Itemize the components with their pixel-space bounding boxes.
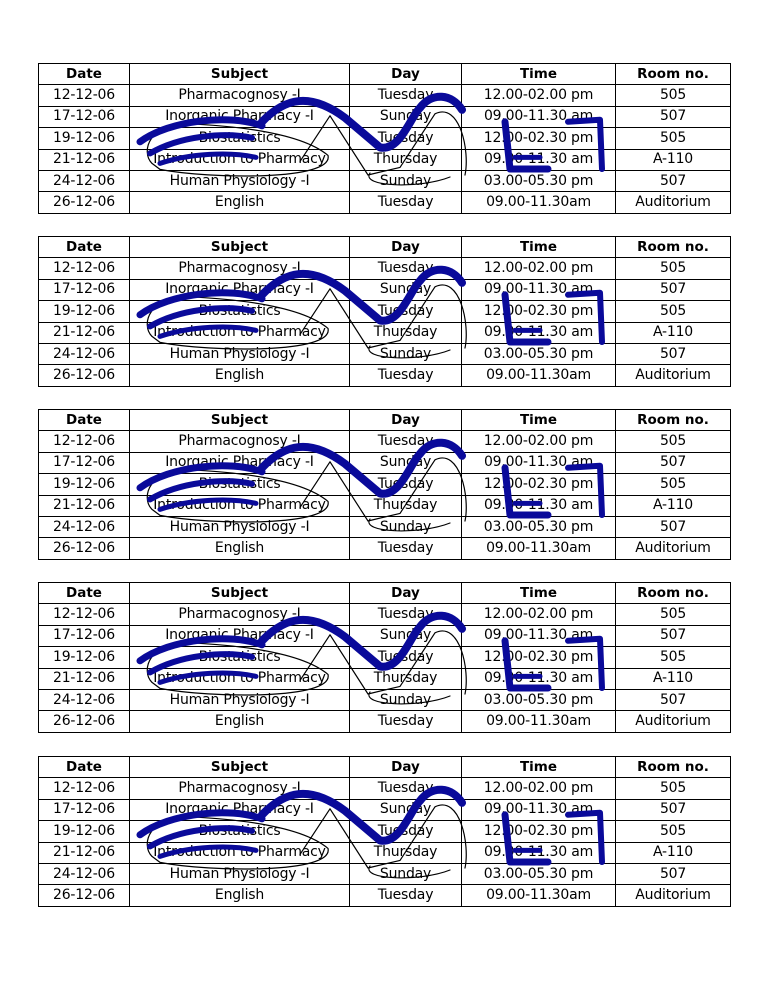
- header-time: Time: [462, 237, 616, 258]
- header-time: Time: [462, 410, 616, 431]
- cell-day: Tuesday: [350, 474, 462, 495]
- cell-day: Sunday: [350, 279, 462, 300]
- cell-subject: Human Physiology -I: [130, 516, 350, 537]
- cell-subject: Biostatistics: [130, 301, 350, 322]
- cell-time: 12.00-02.30 pm: [462, 474, 616, 495]
- cell-time: 12.00-02.00 pm: [462, 258, 616, 279]
- cell-time: 03.00-05.30 pm: [462, 516, 616, 537]
- cell-time: 09.00-11.30 am: [462, 495, 616, 516]
- cell-subject: Pharmacognosy -I: [130, 778, 350, 799]
- cell-subject: Pharmacognosy -I: [130, 258, 350, 279]
- header-day: Day: [350, 410, 462, 431]
- table-row: [39, 625, 731, 646]
- cell-room: 505: [616, 474, 731, 495]
- cell-subject: English: [130, 192, 350, 213]
- cell-time: 09.00-11.30 am: [462, 322, 616, 343]
- cell-subject: Introduction to Pharmacy: [130, 495, 350, 516]
- cell-day: Tuesday: [350, 778, 462, 799]
- cell-time: 09.00-11.30 am: [462, 452, 616, 473]
- cell-room: A-110: [616, 322, 731, 343]
- table-row: [39, 495, 731, 516]
- cell-time: 12.00-02.00 pm: [462, 85, 616, 106]
- cell-date: 17-12-06: [39, 452, 130, 473]
- cell-date: 17-12-06: [39, 279, 130, 300]
- cell-subject: English: [130, 365, 350, 386]
- exam-schedule-table: [38, 582, 731, 733]
- cell-day: Sunday: [350, 452, 462, 473]
- cell-date: 12-12-06: [39, 778, 130, 799]
- cell-room: 505: [616, 778, 731, 799]
- cell-date: 17-12-06: [39, 106, 130, 127]
- cell-room: 507: [616, 625, 731, 646]
- table-row: [39, 538, 731, 559]
- cell-subject: Inorganic Pharmacy -I: [130, 799, 350, 820]
- cell-date: 24-12-06: [39, 516, 130, 537]
- header-row: [39, 64, 731, 85]
- cell-date: 21-12-06: [39, 842, 130, 863]
- cell-date: 26-12-06: [39, 711, 130, 732]
- cell-day: Tuesday: [350, 711, 462, 732]
- table-row: [39, 452, 731, 473]
- cell-subject: Introduction to Pharmacy: [130, 668, 350, 689]
- cell-date: 19-12-06: [39, 301, 130, 322]
- cell-day: Thursday: [350, 495, 462, 516]
- cell-day: Tuesday: [350, 192, 462, 213]
- cell-subject: Human Physiology -I: [130, 863, 350, 884]
- table-row: [39, 128, 731, 149]
- table-row: [39, 647, 731, 668]
- cell-room: A-110: [616, 842, 731, 863]
- cell-subject: Human Physiology -I: [130, 170, 350, 191]
- cell-day: Thursday: [350, 842, 462, 863]
- cell-room: 505: [616, 301, 731, 322]
- cell-room: 505: [616, 128, 731, 149]
- header-room: Room no.: [616, 410, 731, 431]
- cell-time: 12.00-02.00 pm: [462, 604, 616, 625]
- cell-room: 505: [616, 604, 731, 625]
- cell-subject: Introduction to Pharmacy: [130, 149, 350, 170]
- table-row: [39, 431, 731, 452]
- cell-subject: Pharmacognosy -I: [130, 431, 350, 452]
- table-row: [39, 301, 731, 322]
- table-row: [39, 192, 731, 213]
- exam-schedule-table: [38, 409, 731, 560]
- table-row: [39, 149, 731, 170]
- header-row: [39, 237, 731, 258]
- cell-day: Tuesday: [350, 885, 462, 906]
- header-row: [39, 583, 731, 604]
- table-row: [39, 842, 731, 863]
- header-day: Day: [350, 757, 462, 778]
- cell-day: Thursday: [350, 322, 462, 343]
- cell-date: 26-12-06: [39, 365, 130, 386]
- cell-time: 12.00-02.30 pm: [462, 128, 616, 149]
- cell-date: 19-12-06: [39, 474, 130, 495]
- header-room: Room no.: [616, 757, 731, 778]
- cell-time: 12.00-02.30 pm: [462, 301, 616, 322]
- cell-day: Sunday: [350, 516, 462, 537]
- cell-subject: English: [130, 538, 350, 559]
- cell-day: Tuesday: [350, 85, 462, 106]
- cell-time: 09.00-11.30 am: [462, 625, 616, 646]
- header-day: Day: [350, 583, 462, 604]
- cell-time: 09.00-11.30am: [462, 365, 616, 386]
- cell-room: A-110: [616, 149, 731, 170]
- cell-room: A-110: [616, 495, 731, 516]
- cell-subject: Human Physiology -I: [130, 343, 350, 364]
- cell-day: Sunday: [350, 689, 462, 710]
- cell-subject: Pharmacognosy -I: [130, 604, 350, 625]
- cell-date: 24-12-06: [39, 343, 130, 364]
- cell-subject: Inorganic Pharmacy -I: [130, 625, 350, 646]
- cell-subject: Biostatistics: [130, 821, 350, 842]
- cell-room: 505: [616, 431, 731, 452]
- cell-time: 03.00-05.30 pm: [462, 343, 616, 364]
- header-date: Date: [39, 237, 130, 258]
- cell-room: Auditorium: [616, 711, 731, 732]
- header-date: Date: [39, 410, 130, 431]
- cell-time: 09.00-11.30 am: [462, 149, 616, 170]
- cell-date: 26-12-06: [39, 192, 130, 213]
- cell-date: 19-12-06: [39, 821, 130, 842]
- table-row: [39, 85, 731, 106]
- cell-time: 09.00-11.30 am: [462, 799, 616, 820]
- cell-time: 03.00-05.30 pm: [462, 689, 616, 710]
- cell-date: 17-12-06: [39, 799, 130, 820]
- header-room: Room no.: [616, 237, 731, 258]
- cell-day: Tuesday: [350, 821, 462, 842]
- header-row: [39, 757, 731, 778]
- cell-day: Sunday: [350, 106, 462, 127]
- cell-room: Auditorium: [616, 365, 731, 386]
- cell-day: Tuesday: [350, 431, 462, 452]
- cell-day: Tuesday: [350, 604, 462, 625]
- table-row: [39, 106, 731, 127]
- header-subject: Subject: [130, 410, 350, 431]
- cell-time: 09.00-11.30am: [462, 192, 616, 213]
- cell-day: Tuesday: [350, 647, 462, 668]
- cell-day: Sunday: [350, 863, 462, 884]
- table-row: [39, 711, 731, 732]
- cell-date: 26-12-06: [39, 885, 130, 906]
- header-room: Room no.: [616, 583, 731, 604]
- cell-day: Tuesday: [350, 538, 462, 559]
- exam-schedule-table: [38, 236, 731, 387]
- cell-date: 24-12-06: [39, 170, 130, 191]
- table-row: [39, 322, 731, 343]
- cell-time: 09.00-11.30 am: [462, 668, 616, 689]
- exam-schedule-table: [38, 63, 731, 214]
- cell-subject: Introduction to Pharmacy: [130, 842, 350, 863]
- cell-room: 505: [616, 647, 731, 668]
- cell-time: 12.00-02.00 pm: [462, 431, 616, 452]
- header-date: Date: [39, 583, 130, 604]
- cell-room: Auditorium: [616, 885, 731, 906]
- table-row: [39, 279, 731, 300]
- header-subject: Subject: [130, 237, 350, 258]
- cell-subject: English: [130, 711, 350, 732]
- cell-time: 09.00-11.30 am: [462, 279, 616, 300]
- cell-date: 12-12-06: [39, 604, 130, 625]
- cell-time: 03.00-05.30 pm: [462, 170, 616, 191]
- cell-day: Sunday: [350, 170, 462, 191]
- cell-subject: Biostatistics: [130, 647, 350, 668]
- table-row: [39, 365, 731, 386]
- header-time: Time: [462, 757, 616, 778]
- cell-subject: Inorganic Pharmacy -I: [130, 452, 350, 473]
- header-date: Date: [39, 757, 130, 778]
- header-subject: Subject: [130, 64, 350, 85]
- cell-room: 507: [616, 516, 731, 537]
- cell-date: 17-12-06: [39, 625, 130, 646]
- cell-subject: Inorganic Pharmacy -I: [130, 106, 350, 127]
- cell-date: 12-12-06: [39, 258, 130, 279]
- cell-room: 507: [616, 343, 731, 364]
- cell-date: 24-12-06: [39, 863, 130, 884]
- cell-room: A-110: [616, 668, 731, 689]
- table-row: [39, 863, 731, 884]
- cell-time: 09.00-11.30am: [462, 538, 616, 559]
- cell-room: 507: [616, 170, 731, 191]
- cell-date: 12-12-06: [39, 431, 130, 452]
- cell-room: 507: [616, 863, 731, 884]
- cell-time: 12.00-02.30 pm: [462, 647, 616, 668]
- cell-time: 12.00-02.00 pm: [462, 778, 616, 799]
- cell-date: 19-12-06: [39, 128, 130, 149]
- header-day: Day: [350, 64, 462, 85]
- cell-room: Auditorium: [616, 192, 731, 213]
- cell-room: 505: [616, 85, 731, 106]
- cell-room: 505: [616, 258, 731, 279]
- header-subject: Subject: [130, 757, 350, 778]
- table-row: [39, 821, 731, 842]
- cell-day: Tuesday: [350, 301, 462, 322]
- cell-room: 507: [616, 106, 731, 127]
- table-row: [39, 778, 731, 799]
- exam-schedule-table: [38, 756, 731, 907]
- cell-subject: Inorganic Pharmacy -I: [130, 279, 350, 300]
- header-day: Day: [350, 237, 462, 258]
- cell-subject: English: [130, 885, 350, 906]
- cell-subject: Biostatistics: [130, 128, 350, 149]
- table-row: [39, 258, 731, 279]
- table-row: [39, 474, 731, 495]
- cell-subject: Human Physiology -I: [130, 689, 350, 710]
- table-row: [39, 604, 731, 625]
- table-row: [39, 885, 731, 906]
- cell-day: Thursday: [350, 668, 462, 689]
- cell-date: 26-12-06: [39, 538, 130, 559]
- cell-day: Tuesday: [350, 128, 462, 149]
- table-row: [39, 689, 731, 710]
- cell-time: 09.00-11.30 am: [462, 106, 616, 127]
- cell-time: 12.00-02.30 pm: [462, 821, 616, 842]
- header-date: Date: [39, 64, 130, 85]
- cell-time: 09.00-11.30am: [462, 885, 616, 906]
- cell-day: Thursday: [350, 149, 462, 170]
- cell-subject: Pharmacognosy -I: [130, 85, 350, 106]
- cell-room: 507: [616, 689, 731, 710]
- table-row: [39, 343, 731, 364]
- cell-day: Tuesday: [350, 258, 462, 279]
- cell-subject: Introduction to Pharmacy: [130, 322, 350, 343]
- cell-room: 507: [616, 452, 731, 473]
- table-row: [39, 668, 731, 689]
- cell-day: Sunday: [350, 343, 462, 364]
- header-room: Room no.: [616, 64, 731, 85]
- cell-date: 21-12-06: [39, 668, 130, 689]
- cell-date: 24-12-06: [39, 689, 130, 710]
- header-subject: Subject: [130, 583, 350, 604]
- cell-time: 03.00-05.30 pm: [462, 863, 616, 884]
- cell-room: 505: [616, 821, 731, 842]
- header-time: Time: [462, 583, 616, 604]
- cell-time: 09.00-11.30am: [462, 711, 616, 732]
- cell-date: 12-12-06: [39, 85, 130, 106]
- cell-room: 507: [616, 279, 731, 300]
- cell-day: Sunday: [350, 625, 462, 646]
- cell-day: Tuesday: [350, 365, 462, 386]
- cell-day: Sunday: [350, 799, 462, 820]
- table-row: [39, 170, 731, 191]
- cell-date: 21-12-06: [39, 322, 130, 343]
- cell-time: 09.00-11.30 am: [462, 842, 616, 863]
- header-row: [39, 410, 731, 431]
- table-row: [39, 799, 731, 820]
- cell-room: 507: [616, 799, 731, 820]
- cell-room: Auditorium: [616, 538, 731, 559]
- cell-date: 21-12-06: [39, 495, 130, 516]
- cell-subject: Biostatistics: [130, 474, 350, 495]
- cell-date: 21-12-06: [39, 149, 130, 170]
- table-row: [39, 516, 731, 537]
- header-time: Time: [462, 64, 616, 85]
- cell-date: 19-12-06: [39, 647, 130, 668]
